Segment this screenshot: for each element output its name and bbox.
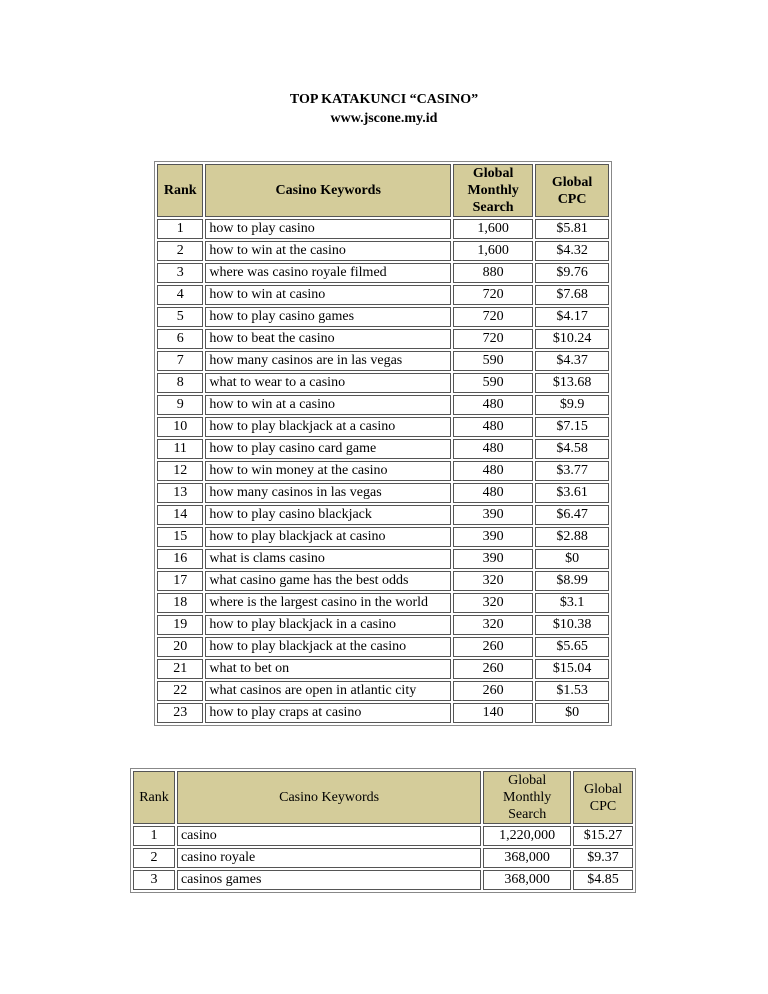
table-row <box>133 826 633 846</box>
table-body <box>133 826 633 890</box>
cell-rank: 15 <box>157 527 203 547</box>
cell-keyword: casinos games <box>177 870 481 890</box>
cell-cpc: $15.27 <box>573 826 633 846</box>
table-header-row <box>133 771 633 824</box>
cell-keyword: what to wear to a casino <box>205 373 451 393</box>
keyword-table-top <box>130 768 636 893</box>
header-rank: Rank <box>133 771 175 824</box>
cell-monthly-search: 320 <box>453 593 533 613</box>
cell-monthly-search: 480 <box>453 417 533 437</box>
cell-monthly-search: 368,000 <box>483 870 571 890</box>
table-row <box>157 615 609 635</box>
cell-cpc: $8.99 <box>535 571 609 591</box>
cell-monthly-search: 390 <box>453 505 533 525</box>
table-row <box>157 439 609 459</box>
cell-rank: 11 <box>157 439 203 459</box>
cell-monthly-search: 320 <box>453 615 533 635</box>
cell-cpc: $13.68 <box>535 373 609 393</box>
cell-monthly-search: 1,600 <box>453 241 533 261</box>
cell-cpc: $9.37 <box>573 848 633 868</box>
table-row <box>157 703 609 723</box>
cell-rank: 21 <box>157 659 203 679</box>
cell-keyword: how to play casino games <box>205 307 451 327</box>
cell-monthly-search: 390 <box>453 527 533 547</box>
cell-cpc: $4.58 <box>535 439 609 459</box>
cell-rank: 2 <box>133 848 175 868</box>
cell-rank: 1 <box>157 219 203 239</box>
table-row <box>157 351 609 371</box>
cell-rank: 3 <box>157 263 203 283</box>
cell-rank: 16 <box>157 549 203 569</box>
cell-monthly-search: 480 <box>453 461 533 481</box>
cell-keyword: what casino game has the best odds <box>205 571 451 591</box>
cell-monthly-search: 1,220,000 <box>483 826 571 846</box>
table-row <box>157 681 609 701</box>
cell-rank: 8 <box>157 373 203 393</box>
cell-rank: 5 <box>157 307 203 327</box>
page-title: TOP KATAKUNCI “CASINO” <box>289 92 479 107</box>
cell-keyword: how to win at casino <box>205 285 451 305</box>
header-cpc: Global CPC <box>535 164 609 217</box>
cell-keyword: where was casino royale filmed <box>205 263 451 283</box>
cell-monthly-search: 480 <box>453 439 533 459</box>
header-keyword: Casino Keywords <box>177 771 481 824</box>
cell-rank: 2 <box>157 241 203 261</box>
cell-keyword: how to play blackjack at a casino <box>205 417 451 437</box>
table-row <box>157 417 609 437</box>
cell-keyword: what is clams casino <box>205 549 451 569</box>
cell-rank: 18 <box>157 593 203 613</box>
table-row <box>157 241 609 261</box>
header-monthly-search: Global Monthly Search <box>453 164 533 217</box>
cell-cpc: $7.15 <box>535 417 609 437</box>
header-cpc: Global CPC <box>573 771 633 824</box>
table-row <box>157 263 609 283</box>
cell-monthly-search: 140 <box>453 703 533 723</box>
table-row <box>157 483 609 503</box>
site-url: www.jscone.my.id <box>330 111 438 126</box>
table-row <box>157 219 609 239</box>
cell-keyword: how to play casino blackjack <box>205 505 451 525</box>
cell-cpc: $10.38 <box>535 615 609 635</box>
table-row <box>133 870 633 890</box>
cell-cpc: $4.85 <box>573 870 633 890</box>
cell-cpc: $5.81 <box>535 219 609 239</box>
cell-keyword: how many casinos are in las vegas <box>205 351 451 371</box>
cell-rank: 3 <box>133 870 175 890</box>
cell-cpc: $6.47 <box>535 505 609 525</box>
table-row <box>157 395 609 415</box>
cell-rank: 6 <box>157 329 203 349</box>
cell-monthly-search: 720 <box>453 285 533 305</box>
cell-keyword: what to bet on <box>205 659 451 679</box>
cell-monthly-search: 880 <box>453 263 533 283</box>
cell-cpc: $3.1 <box>535 593 609 613</box>
table-row <box>157 285 609 305</box>
cell-keyword: where is the largest casino in the world <box>205 593 451 613</box>
table-row <box>157 461 609 481</box>
cell-cpc: $9.76 <box>535 263 609 283</box>
cell-rank: 12 <box>157 461 203 481</box>
cell-monthly-search: 480 <box>453 395 533 415</box>
cell-keyword: how to play casino card game <box>205 439 451 459</box>
cell-cpc: $4.17 <box>535 307 609 327</box>
cell-cpc: $4.37 <box>535 351 609 371</box>
cell-cpc: $0 <box>535 549 609 569</box>
cell-cpc: $4.32 <box>535 241 609 261</box>
cell-rank: 7 <box>157 351 203 371</box>
cell-cpc: $3.77 <box>535 461 609 481</box>
cell-keyword: how to win money at the casino <box>205 461 451 481</box>
cell-cpc: $15.04 <box>535 659 609 679</box>
cell-rank: 19 <box>157 615 203 635</box>
cell-keyword: how to play casino <box>205 219 451 239</box>
cell-monthly-search: 260 <box>453 637 533 657</box>
cell-keyword: how to beat the casino <box>205 329 451 349</box>
cell-cpc: $5.65 <box>535 637 609 657</box>
cell-rank: 23 <box>157 703 203 723</box>
table-row <box>157 549 609 569</box>
table-row <box>157 659 609 679</box>
table-body <box>157 219 609 723</box>
table-row <box>133 848 633 868</box>
table-row <box>157 527 609 547</box>
cell-rank: 22 <box>157 681 203 701</box>
cell-keyword: how to play blackjack at casino <box>205 527 451 547</box>
cell-rank: 9 <box>157 395 203 415</box>
cell-monthly-search: 260 <box>453 659 533 679</box>
cell-cpc: $0 <box>535 703 609 723</box>
cell-rank: 1 <box>133 826 175 846</box>
cell-keyword: what casinos are open in atlantic city <box>205 681 451 701</box>
table-header-row <box>157 164 609 217</box>
cell-monthly-search: 720 <box>453 307 533 327</box>
cell-keyword: how to play craps at casino <box>205 703 451 723</box>
cell-keyword: casino <box>177 826 481 846</box>
cell-rank: 17 <box>157 571 203 591</box>
cell-cpc: $3.61 <box>535 483 609 503</box>
table-row <box>157 571 609 591</box>
cell-keyword: how to play blackjack at the casino <box>205 637 451 657</box>
cell-monthly-search: 1,600 <box>453 219 533 239</box>
cell-rank: 4 <box>157 285 203 305</box>
table-row <box>157 637 609 657</box>
table-row <box>157 329 609 349</box>
cell-keyword: how to play blackjack in a casino <box>205 615 451 635</box>
cell-cpc: $7.68 <box>535 285 609 305</box>
cell-monthly-search: 590 <box>453 373 533 393</box>
header-keyword: Casino Keywords <box>205 164 451 217</box>
cell-keyword: how to win at the casino <box>205 241 451 261</box>
cell-cpc: $9.9 <box>535 395 609 415</box>
cell-cpc: $1.53 <box>535 681 609 701</box>
cell-monthly-search: 368,000 <box>483 848 571 868</box>
cell-monthly-search: 260 <box>453 681 533 701</box>
cell-monthly-search: 480 <box>453 483 533 503</box>
keyword-table-long-tail <box>154 161 612 726</box>
cell-cpc: $10.24 <box>535 329 609 349</box>
table-row <box>157 593 609 613</box>
table-row <box>157 373 609 393</box>
cell-monthly-search: 720 <box>453 329 533 349</box>
cell-monthly-search: 320 <box>453 571 533 591</box>
cell-monthly-search: 390 <box>453 549 533 569</box>
cell-keyword: how to win at a casino <box>205 395 451 415</box>
cell-monthly-search: 590 <box>453 351 533 371</box>
cell-keyword: how many casinos in las vegas <box>205 483 451 503</box>
cell-rank: 13 <box>157 483 203 503</box>
cell-rank: 20 <box>157 637 203 657</box>
table-row <box>157 505 609 525</box>
cell-rank: 14 <box>157 505 203 525</box>
header-rank: Rank <box>157 164 203 217</box>
cell-keyword: casino royale <box>177 848 481 868</box>
header-monthly-search: Global Monthly Search <box>483 771 571 824</box>
table-row <box>157 307 609 327</box>
cell-rank: 10 <box>157 417 203 437</box>
cell-cpc: $2.88 <box>535 527 609 547</box>
